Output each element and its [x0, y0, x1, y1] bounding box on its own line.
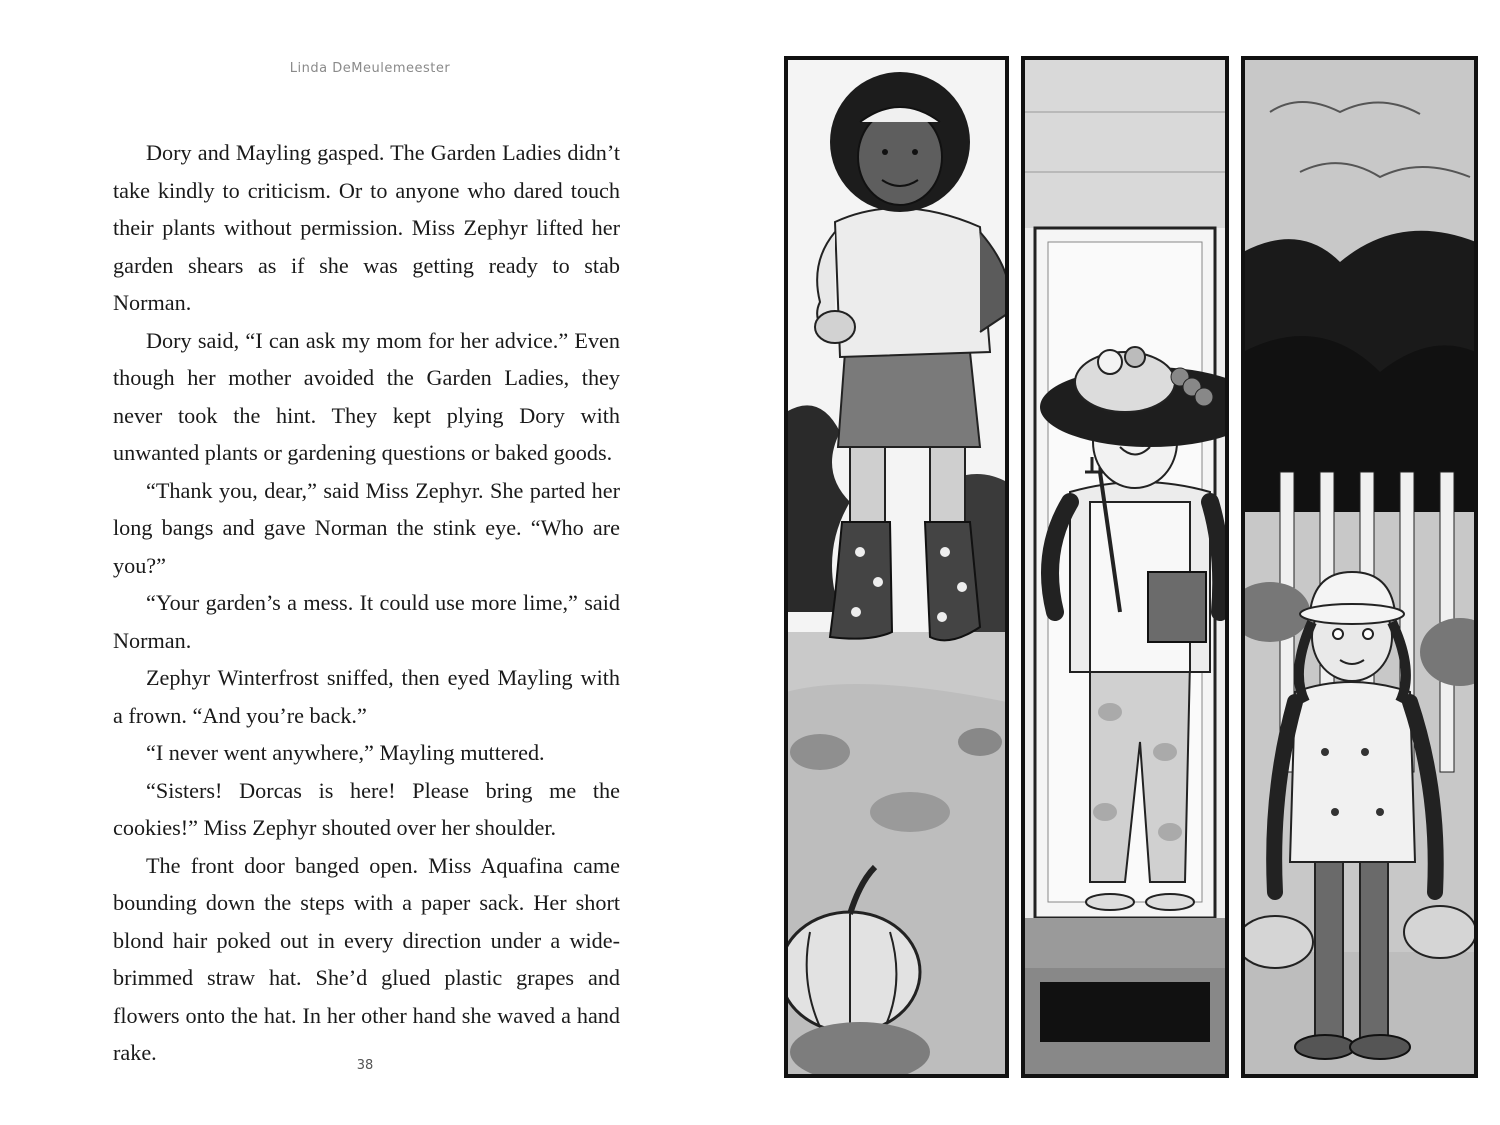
paragraph: “Sisters! Dorcas is here! Please bring me the cookies!” Miss Zephyr shouted over her shoulder.	[113, 777, 620, 840]
paragraph: The front door banged open. Miss Aquafina came bounding down the steps with a paper sack. Her short blond hair poked out in every direction under a wide-brimmed straw hat. She’d glued plastic grapes and flowers onto the hat. In her other hand she waved a hand rake.	[113, 852, 620, 1065]
page-number: 38	[356, 1058, 374, 1073]
paragraph: Zephyr Winterfrost sniffed, then eyed Mayling with a frown. “And you’re back.”	[113, 665, 620, 728]
comic-illustration	[780, 52, 1480, 1080]
panel-3-girl-with-baskets	[1230, 58, 1480, 1076]
panel-2-woman-in-hat	[1023, 58, 1260, 1076]
running-head-author: Linda DeMeulemeester	[289, 61, 451, 76]
paragraph: Dory said, “I can ask my mom for her advice.” Even though her mother avoided the Garden Ladies, they never took the hint. They kept plying Dory with unwanted plants or gardening questions or baked goods.	[113, 327, 620, 465]
paragraph: Dory and Mayling gasped. The Garden Ladies didn’t take kindly to criticism. Or to anyone who dared touch their plants without permission. Miss Zephyr lifted her garden shears as if she was getting ready to stab Norman.	[113, 140, 620, 315]
illustration-page	[780, 52, 1480, 1080]
paragraph: “I never went anywhere,” Mayling muttered.	[146, 740, 545, 765]
paragraph: “Thank you, dear,” said Miss Zephyr. She parted her long bangs and gave Norman the stink eye. “Who are you?”	[113, 477, 620, 578]
panel-1-girl-with-shears	[780, 58, 1056, 1080]
paragraph: “Your garden’s a mess. It could use more lime,” said Norman.	[113, 590, 620, 653]
body-text	[113, 134, 620, 1072]
